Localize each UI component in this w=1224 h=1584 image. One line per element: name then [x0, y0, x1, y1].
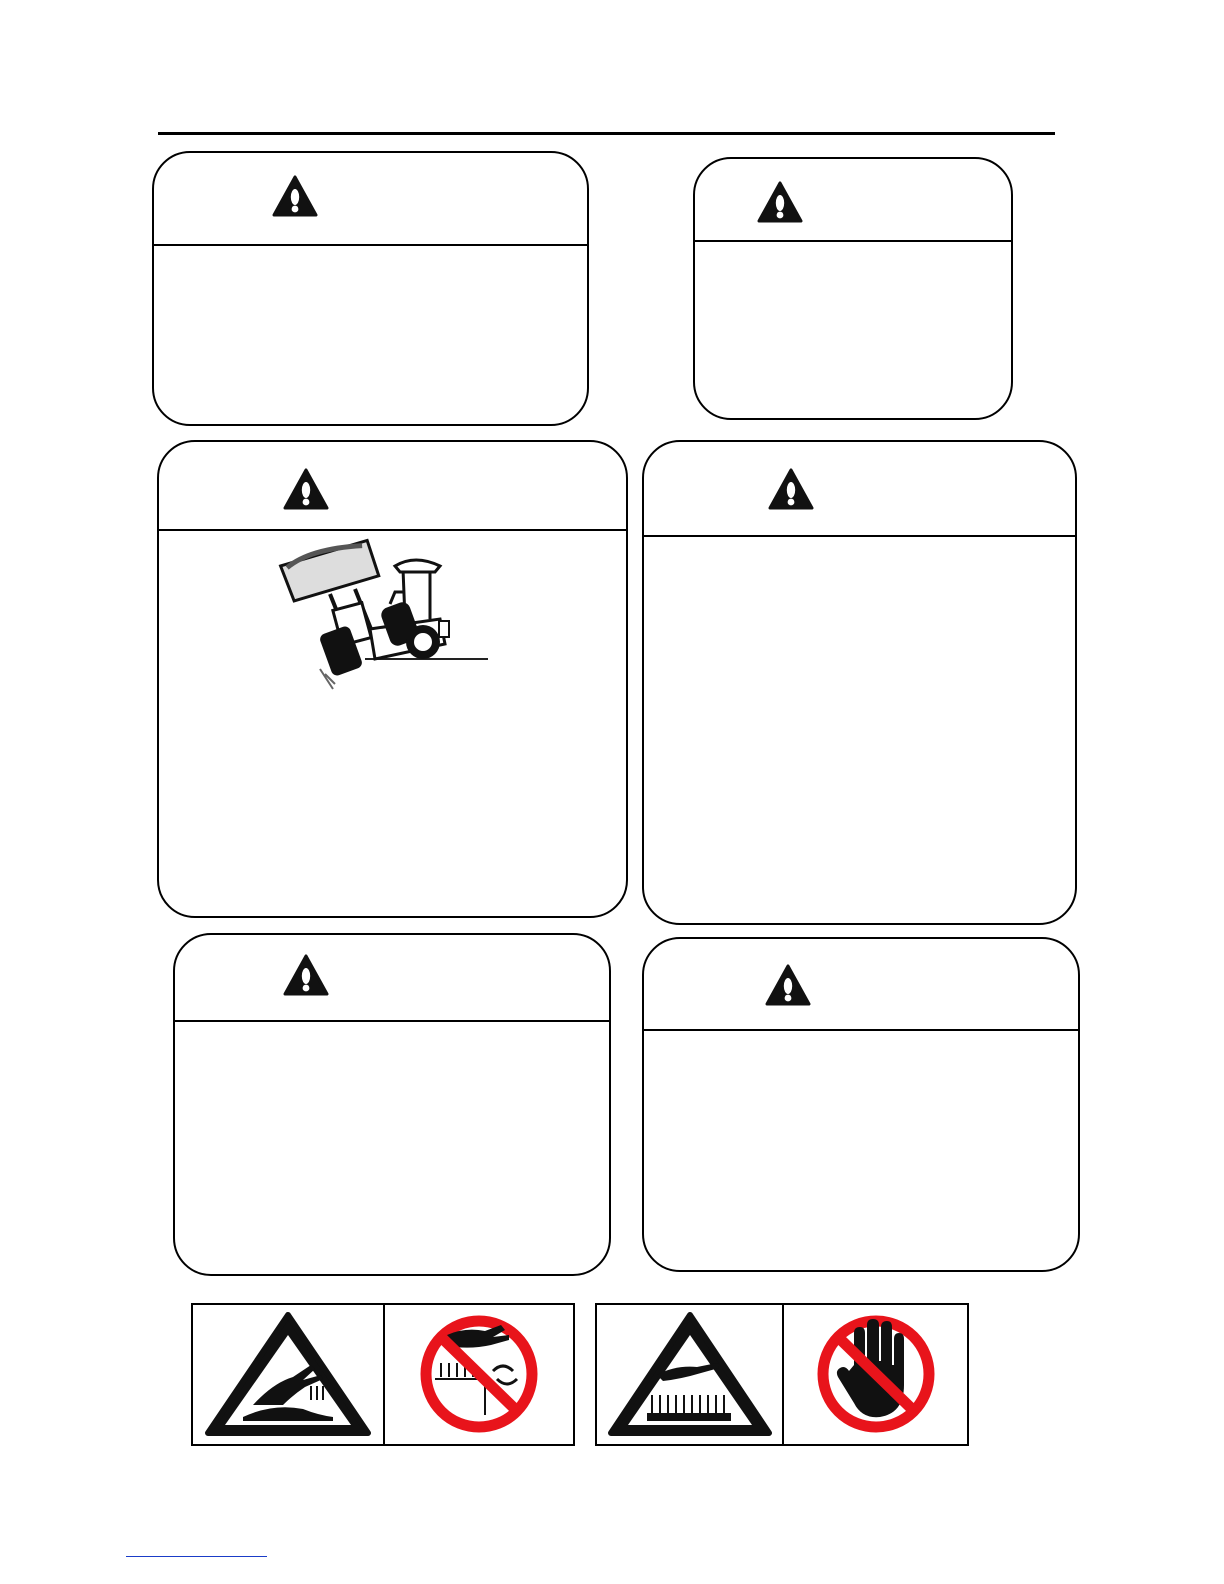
sign-cell [385, 1305, 573, 1444]
warning-panel-3 [157, 440, 628, 918]
safety-sign-group-1 [191, 1303, 575, 1446]
warning-panel-1 [152, 151, 589, 426]
sign-cell [597, 1305, 784, 1444]
warning-panel-header [159, 442, 626, 531]
warning-panel-6 [642, 937, 1080, 1272]
hot-surface-warning-icon [597, 1305, 782, 1444]
warning-triangle-icon [765, 964, 811, 1006]
warning-panel-header [644, 442, 1075, 537]
warning-triangle-icon [283, 954, 329, 996]
warning-panel-4 [642, 440, 1077, 925]
warning-triangle-icon [272, 175, 318, 217]
footer-link-underline [126, 1556, 267, 1557]
warning-panel-header [154, 153, 587, 246]
loader-tipping-over-icon [255, 534, 495, 694]
warning-panel-header [175, 935, 609, 1022]
hot-surface-hand-warning-icon [193, 1305, 383, 1444]
warning-triangle-icon [283, 468, 329, 510]
sign-cell [784, 1305, 967, 1444]
no-touch-hot-surface-icon [385, 1305, 573, 1444]
no-touch-hand-icon [784, 1305, 967, 1444]
safety-sign-group-2 [595, 1303, 969, 1446]
sign-cell [193, 1305, 385, 1444]
top-rule [158, 132, 1055, 135]
warning-panel-header [644, 939, 1078, 1031]
warning-panel-2 [693, 157, 1013, 420]
warning-panel-header [695, 159, 1011, 242]
warning-triangle-icon [768, 468, 814, 510]
warning-panel-5 [173, 933, 611, 1276]
warning-triangle-icon [757, 181, 803, 223]
